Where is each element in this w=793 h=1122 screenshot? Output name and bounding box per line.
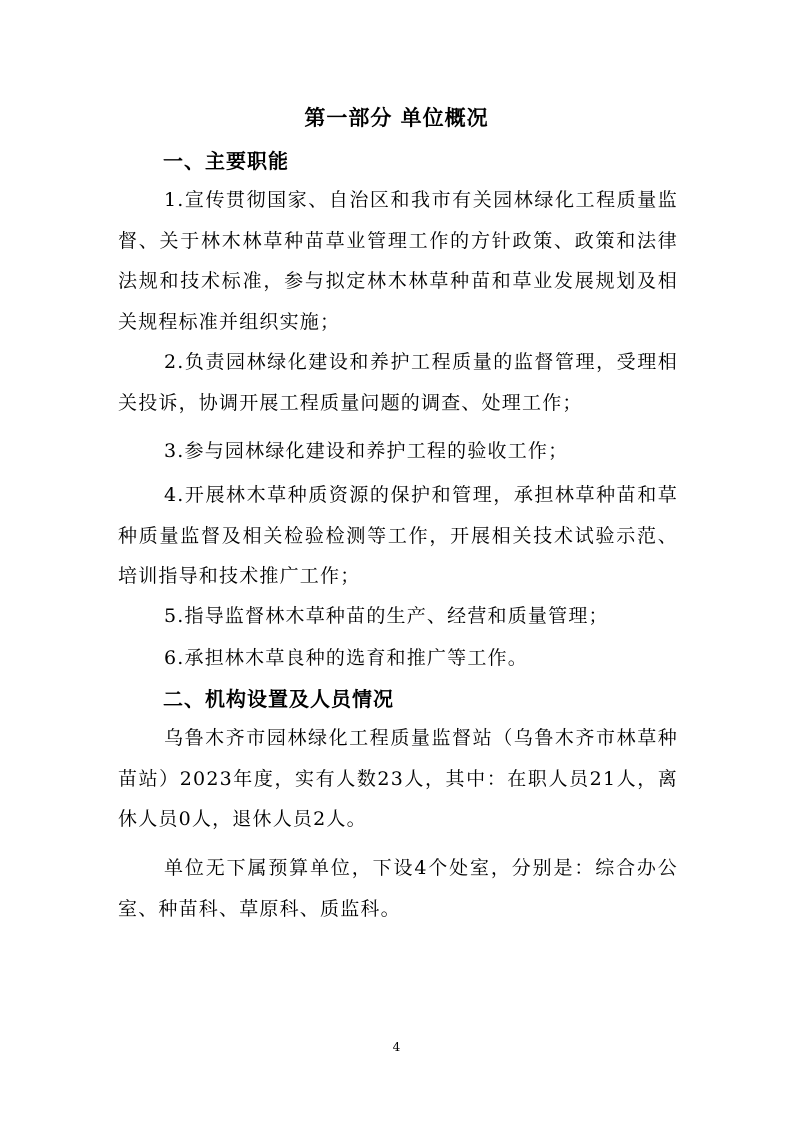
paragraph-staff-info: 乌鲁木齐市园林绿化工程质量监督站（乌鲁木齐市林草种苗站）2023年度，实有人数23人，其中：在职人员21人，离休人员0人，退休人员2人。	[118, 727, 678, 830]
paragraph-function-6: 6.承担林木草良种的选育和推广等工作。	[164, 647, 528, 669]
paragraph-function-2: 2.负责园林绿化建设和养护工程质量的监督管理，受理相关投诉，协调开展工程质量问题的调查、处理工作；	[118, 351, 678, 414]
part-title: 第一部分 单位概况	[304, 106, 489, 130]
paragraph-function-3: 3.参与园林绿化建设和养护工程的验收工作；	[164, 440, 569, 462]
section-heading-main-functions: 一、主要职能	[163, 149, 289, 173]
section-heading-organization-staff: 二、机构设置及人员情况	[163, 687, 394, 711]
paragraph-function-5: 5.指导监督林木草种苗的生产、经营和质量管理；	[164, 605, 609, 627]
paragraph-departments: 单位无下属预算单位，下设4个处室，分别是：综合办公室、种苗科、草原科、质监科。	[118, 857, 678, 920]
page-number: 4	[392, 1040, 401, 1054]
paragraph-function-4: 4.开展林木草种质资源的保护和管理，承担林草种苗和草种质量监督及相关检验检测等工作，开展相关技术试验示范、培训指导和技术推广工作；	[118, 484, 678, 587]
paragraph-function-1: 1.宣传贯彻国家、自治区和我市有关园林绿化工程质量监督、关于林木林草种苗草业管理工作的方针政策、政策和法律法规和技术标准，参与拟定林木林草种苗和草业发展规划及相关规程标准并组织实施；	[118, 189, 678, 333]
